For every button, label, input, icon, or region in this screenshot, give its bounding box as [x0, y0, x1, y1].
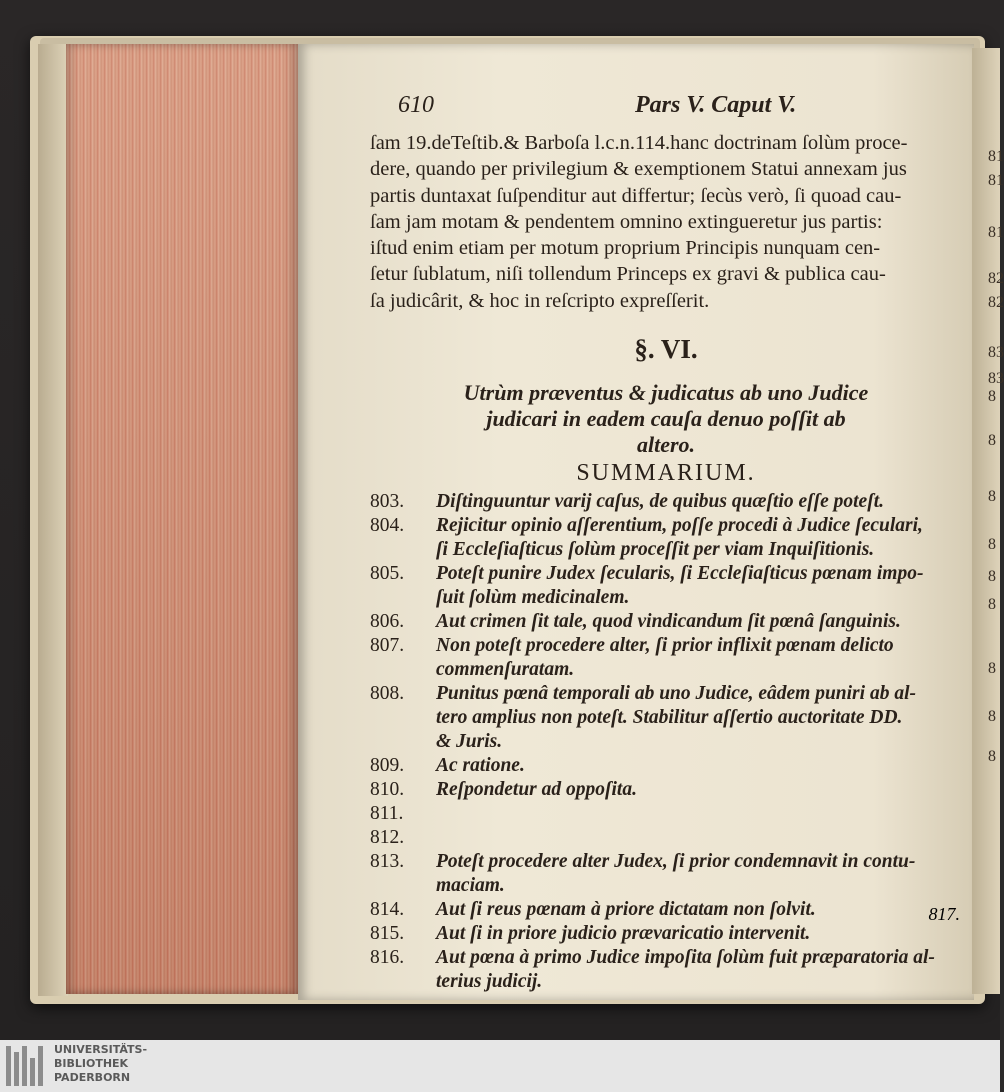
summarium-item	[370, 946, 962, 994]
page-text	[370, 92, 962, 994]
section-title-line: altero.	[636, 432, 696, 458]
next-page-fragment: 81	[988, 172, 1004, 189]
summarium-text	[436, 682, 916, 754]
next-page-fragment: 8	[988, 708, 996, 725]
body-line: ſetur ſublatum, niſi tollendum Princeps ex gravi & publica cau-	[370, 263, 886, 286]
section-number: §. VI.	[634, 334, 698, 365]
summarium-line: Aut pœna à primo Judice impoſita ſolùm fuit præparatoria al-	[436, 947, 935, 969]
summarium-line: terius judicij.	[436, 971, 543, 993]
summarium-item	[370, 634, 962, 682]
section-title-line: Utrùm præventus & judicatus ab uno Judice	[463, 380, 869, 406]
next-page-fragment: 82	[988, 294, 1004, 311]
summarium-text	[436, 754, 525, 778]
summarium-line: Poteſt procedere alter Judex, ſi prior condemnavit in contu-	[436, 851, 916, 873]
summarium-text	[436, 490, 884, 514]
library-logo-icon	[6, 1046, 50, 1086]
summarium-number: 808.	[370, 683, 405, 705]
next-page-fragment: 83	[988, 344, 1004, 361]
summarium-item	[370, 850, 962, 898]
section-title	[370, 380, 962, 458]
summarium-text	[436, 922, 810, 946]
summarium-number: 815.	[370, 923, 405, 945]
summarium-text	[436, 946, 935, 994]
next-page-fragment: 8	[988, 488, 996, 505]
summarium-item	[370, 490, 962, 514]
summarium-text	[436, 610, 901, 634]
logo-line: BIBLIOTHEK	[54, 1057, 129, 1070]
running-head-title: Pars V. Caput V.	[635, 92, 797, 118]
summarium-text	[436, 562, 923, 610]
book-fore-edge	[66, 44, 300, 994]
summarium-item	[370, 754, 962, 778]
body-line: ſam jam motam & pendentem omnino extingueretur jus partis:	[370, 210, 883, 233]
summarium-line: & Juris.	[436, 731, 503, 753]
book-board-edge	[38, 44, 68, 996]
summarium-line: Non poteſt procedere alter, ſi prior inflixit pœnam delicto	[436, 635, 894, 657]
body-line: ſam 19.deTeſtib.& Barboſa l.c.n.114.hanc doctrinam ſolùm proce-	[370, 132, 908, 154]
running-head	[370, 92, 962, 130]
next-page-edge	[972, 48, 1004, 994]
summarium-line: Aut crimen ſit tale, quod vindicandum ſit pœnâ ſanguinis.	[436, 611, 901, 633]
summarium-line: Ac ratione.	[436, 755, 525, 777]
next-page-fragment: 83	[988, 370, 1004, 387]
body-paragraph	[370, 130, 962, 314]
summarium-item	[370, 922, 962, 946]
summarium-heading: SUMMARIUM.	[576, 460, 756, 487]
summarium-text	[436, 514, 923, 562]
body-line: dere, quando per privilegium & exemptionem Statui annexam jus	[370, 158, 907, 181]
summarium-number: 804.	[370, 515, 405, 537]
summarium-text	[436, 634, 894, 682]
summarium-item	[370, 898, 962, 922]
summarium-line: Rejicitur opinio aſſerentium, poſſe procedi à Judice ſeculari,	[436, 515, 923, 537]
summarium-line: Diſtinguuntur varij caſus, de quibus quæſtio eſſe poteſt.	[436, 491, 884, 513]
next-page-fragment: 8	[988, 596, 996, 613]
section-title-line: judicari in eadem cauſa denuo poſſit ab	[486, 406, 846, 432]
next-page-fragment: 8	[988, 748, 996, 765]
summarium-number: 814.	[370, 899, 405, 921]
next-page-fragment: 8	[988, 536, 996, 553]
summarium-line: maciam.	[436, 875, 505, 897]
body-line: partis duntaxat ſuſpenditur aut differtur; ſecùs verò, ſi quoad cau-	[370, 184, 902, 207]
summarium-line: tero amplius non poteſt. Stabilitur aſſertio auctoritate DD.	[436, 707, 903, 729]
summarium-line: ſuit ſolùm medicinalem.	[436, 587, 630, 609]
body-line: ſa judicârit, & hoc in reſcripto expreſſerit.	[370, 289, 710, 312]
next-page-fragment: 8	[988, 388, 996, 405]
summarium-item	[370, 610, 962, 634]
summarium-item	[370, 514, 962, 562]
next-page-fragment: 81	[988, 148, 1004, 165]
next-page-fragment: 8	[988, 432, 996, 449]
summarium-number: 813.	[370, 851, 405, 873]
logo-line: UNIVERSITÄTS-	[54, 1043, 148, 1056]
summarium-line: Aut ſi in priore judicio prævaricatio intervenit.	[436, 923, 811, 945]
logo-line: PADERBORN	[54, 1071, 131, 1084]
next-page-fragment: 82	[988, 270, 1004, 287]
summarium-item	[370, 778, 962, 850]
next-page-fragment: 8	[988, 568, 996, 585]
page-number: 610	[398, 92, 434, 118]
summarium-line: Poteſt punire Judex ſecularis, ſi Eccleſiaſticus pœnam impo-	[436, 563, 924, 585]
next-page-fragment: 8	[988, 660, 996, 677]
summarium-number: 809.	[370, 755, 405, 777]
summarium-list	[370, 490, 962, 994]
summarium-number: 806.	[370, 611, 405, 633]
library-footer	[0, 1040, 1000, 1092]
next-page-fragment: 81	[988, 224, 1004, 241]
summarium-number: 807.	[370, 635, 405, 657]
summarium-line: Aut ſi reus pœnam à priore dictatam non ſolvit.	[436, 899, 816, 921]
summarium-text	[436, 778, 637, 850]
summarium-number: 805.	[370, 563, 405, 585]
summarium-number: 816.	[370, 947, 405, 969]
summarium-number: 810. 811. 812.	[370, 779, 405, 849]
summarium-line: Reſpondetur ad oppoſita.	[436, 779, 637, 801]
summarium-line: ſi Eccleſiaſticus ſolùm proceſſit per viam Inquiſitionis.	[436, 539, 875, 561]
summarium-number: 803.	[370, 491, 405, 513]
body-line: iſtud enim etiam per motum proprium Principis nunquam cen-	[370, 237, 881, 260]
summarium-text	[436, 850, 915, 898]
summarium-text	[436, 898, 816, 922]
summarium-item	[370, 562, 962, 610]
library-logo-text	[54, 1043, 147, 1085]
summarium-item	[370, 682, 962, 754]
summarium-line: commenſuratam.	[436, 659, 575, 681]
catchword: 817.	[928, 904, 960, 924]
summarium-line: Punitus pœnâ temporali ab uno Judice, eâdem puniri ab al-	[436, 683, 916, 705]
